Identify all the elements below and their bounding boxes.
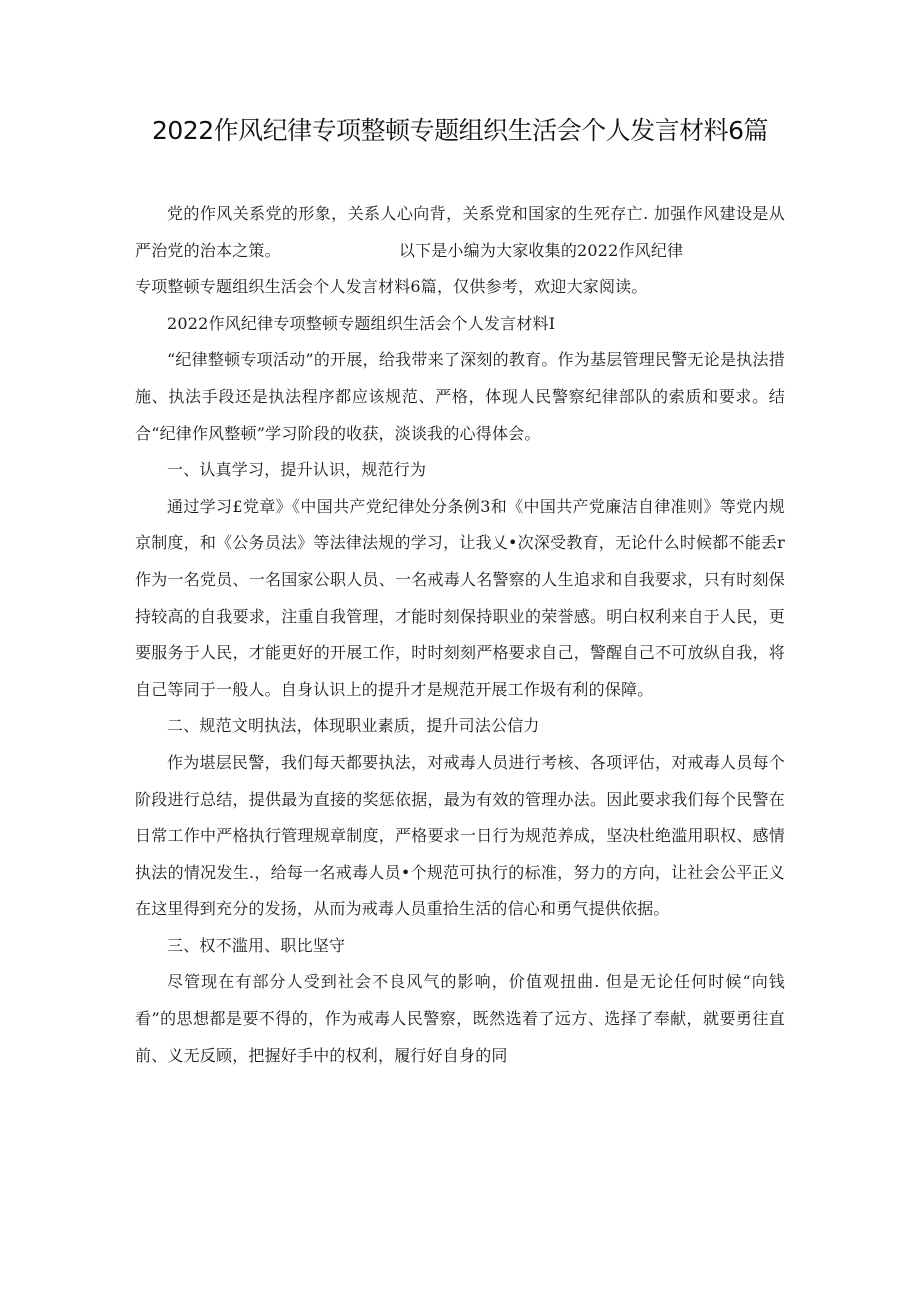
body-paragraph: 尽管现在有部分人受到社会不良风气的影响，价值观扭曲. 但是无论任何时候“向钱看”的思想都是要不得的，作为戒毒人民警察，既然选着了远方、选择了奉献，就要勇往直前、义无反顾，把握好手中的权利，履行好自身的同 bbox=[135, 972, 785, 1065]
intro-paragraph-continuation: 专项整顿专题组织生活会个人发言材料6篇，仅供参考，欢迎大家阅读。 bbox=[135, 277, 648, 297]
section-heading-3: 三、权不滥用、职比坚守 bbox=[167, 935, 346, 955]
article-subtitle: 2022作风纪律专项整顿专题组织生活会个人发言材料I bbox=[167, 313, 556, 333]
document-body bbox=[135, 196, 785, 1074]
intro-text-part1: 党的作风关系党的形象，关系人心向背，关系党和国家的生死存亡. 加强作风建设是从严治党的治本之策。 bbox=[135, 204, 785, 260]
body-paragraph: 通过学习£党章》《中国共产党纪律处分条例3和《中国共产党廉洁自律准则》等党内规京制度，和《公务员法》等法律法规的学习，让我乂•次深受教育，无论什么时候都不能丢r作为一名党员、一名国家公职人员、一名戒毒人名警察的人生追求和自我要求，只有时刻保持较高的自我要求，注重自我管理，才能时刻保持职业的荣誉感。明白权利来自于人民，更要服务于人民，才能更好的开展工作，时时刻刻严格要求自己，警醒自己不可放纵自我，将自己等同于一般人。自身认识上的提升才是规范开展工作圾有利的保障。 bbox=[135, 496, 785, 699]
intro-paragraph bbox=[135, 196, 785, 269]
body-paragraph: “纪律整顿专项活动”的开展，给我带来了深刻的教育。作为基层管理民警无论是执法措施、执法手段还是执法程序都应该规范、严格，体现人民警察纪律部队的索质和要求。结合“纪律作风整顿”学习阶段的收获，淡谈我的心得体会。 bbox=[135, 350, 785, 443]
section-heading-2: 二、规范文明执法，体现职业素质，提升司法公信力 bbox=[167, 716, 540, 736]
section-heading-1: 一、认真学习，提升认识，规范行为 bbox=[167, 460, 427, 480]
document-title: 2022作风纪律专项整顿专题组织生活会个人发言材料6篇 bbox=[151, 116, 769, 145]
body-paragraph: 作为堪层民警，我们每天都要执法，对戒毒人员进行考核、各项评估，对戒毒人员每个阶段进行总结，提供最为直接的奖惩依据，最为有效的管理办法。因此要求我们每个民警在日常工作中严格执行管理规章制度，严格要求一日行为规范养成，坚决杜绝滥用职权、感情执法的情况发生.，给每一名戒毒人员•个规范可执行的标准，努力的方向，让社会公平正义在这里得到充分的发扬，从而为戒毒人员重拾生活的信心和勇气提供依据。 bbox=[135, 752, 785, 919]
intro-text-part2: 以下是小编为大家收集的2022作风纪律 bbox=[398, 240, 684, 260]
